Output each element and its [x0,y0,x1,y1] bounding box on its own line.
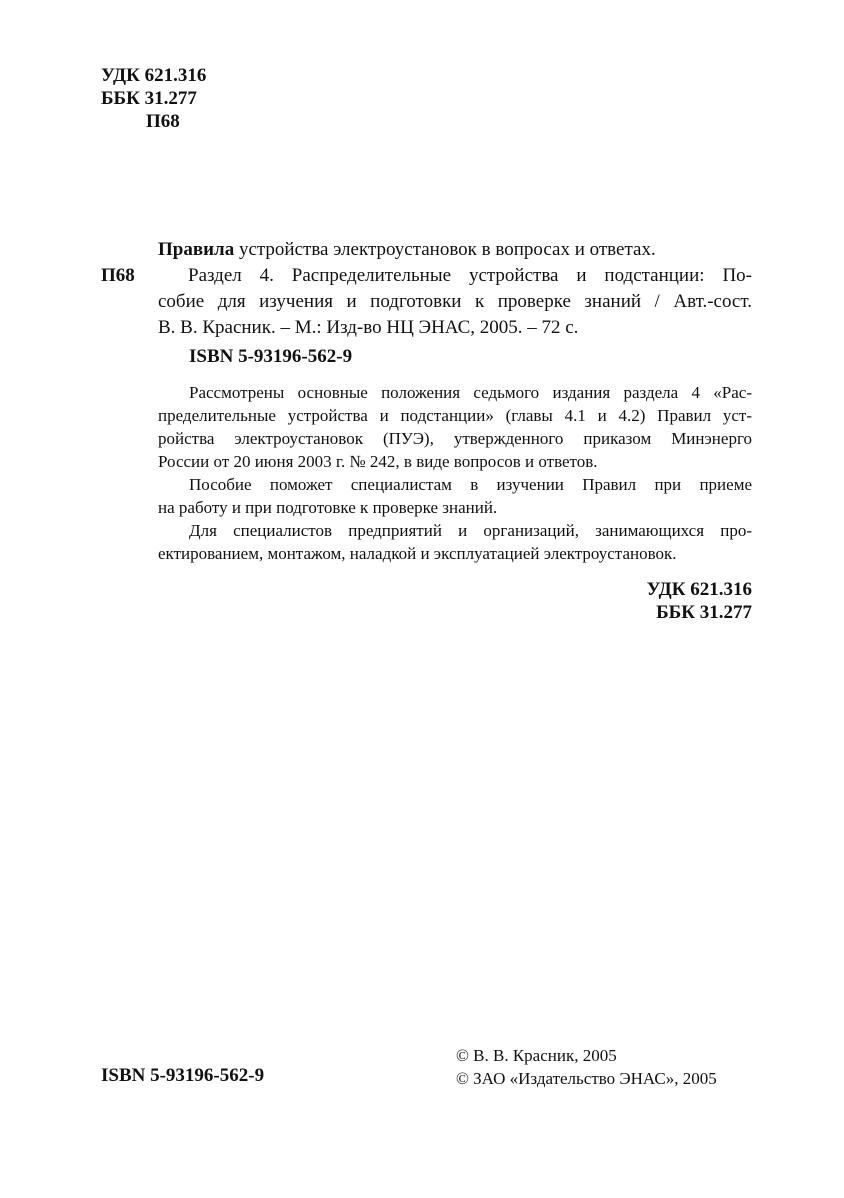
copyright-publisher: © ЗАО «Издательство ЭНАС», 2005 [456,1069,717,1088]
bib-line-2: Раздел 4. Распределительные устройства и подстанции: По- [188,265,752,286]
bib-line-1-rest: устройства электроустановок в вопросах и ответах. [234,239,656,260]
abstract-p3-line-1: Для специалистов предприятий и организаций, занимающихся про- [189,521,752,540]
bib-line-3: собие для изучения и подготовки к проверке знаний / Авт.-сост. [158,291,752,312]
udk-code-top: УДК 621.316 [101,65,207,86]
bib-title-bold: Правила [158,239,235,260]
udk-code-right: УДК 621.316 [646,579,752,600]
bib-line-4: В. В. Красник. – М.: Изд-во НЦ ЭНАС, 2005. – 72 с. [158,317,579,338]
bbk-code-top: ББК 31.277 [101,88,197,109]
isbn-bottom: ISBN 5-93196-562-9 [101,1065,265,1086]
right-classification-codes [647,578,752,624]
isbn-main: ISBN 5-93196-562-9 [189,346,353,367]
abstract-p3-line-2: ектированием, монтажом, наладкой и эксплуатацией электроустановок. [158,544,677,563]
abstract [158,381,752,565]
abstract-p2-line-2: на работу и при подготовке к проверке знаний. [158,498,498,517]
abstract-p1-line-3: ройства электроустановок (ПУЭ), утвержденного приказом Минэнерго [158,429,752,448]
bibliographic-record [158,237,752,341]
top-classification-codes [101,64,206,133]
abstract-p1-line-2: пределительные устройства и подстанции» (главы 4.1 и 4.2) Правил уст- [158,406,752,425]
author-mark-top: П68 [146,111,180,132]
cip-author-mark: П68 [101,265,135,286]
bbk-code-right: ББК 31.277 [656,602,752,623]
abstract-p1-line-1: Рассмотрены основные положения седьмого издания раздела 4 «Рас- [189,383,752,402]
copyright-author: © В. В. Красник, 2005 [456,1046,617,1065]
bib-line-1 [158,237,752,263]
abstract-p2-line-1: Пособие поможет специалистам в изучении Правил при приеме [189,475,752,494]
abstract-p1-line-4: России от 20 июня 2003 г. № 242, в виде вопросов и ответов. [158,452,598,471]
copyright-block [456,1044,717,1090]
